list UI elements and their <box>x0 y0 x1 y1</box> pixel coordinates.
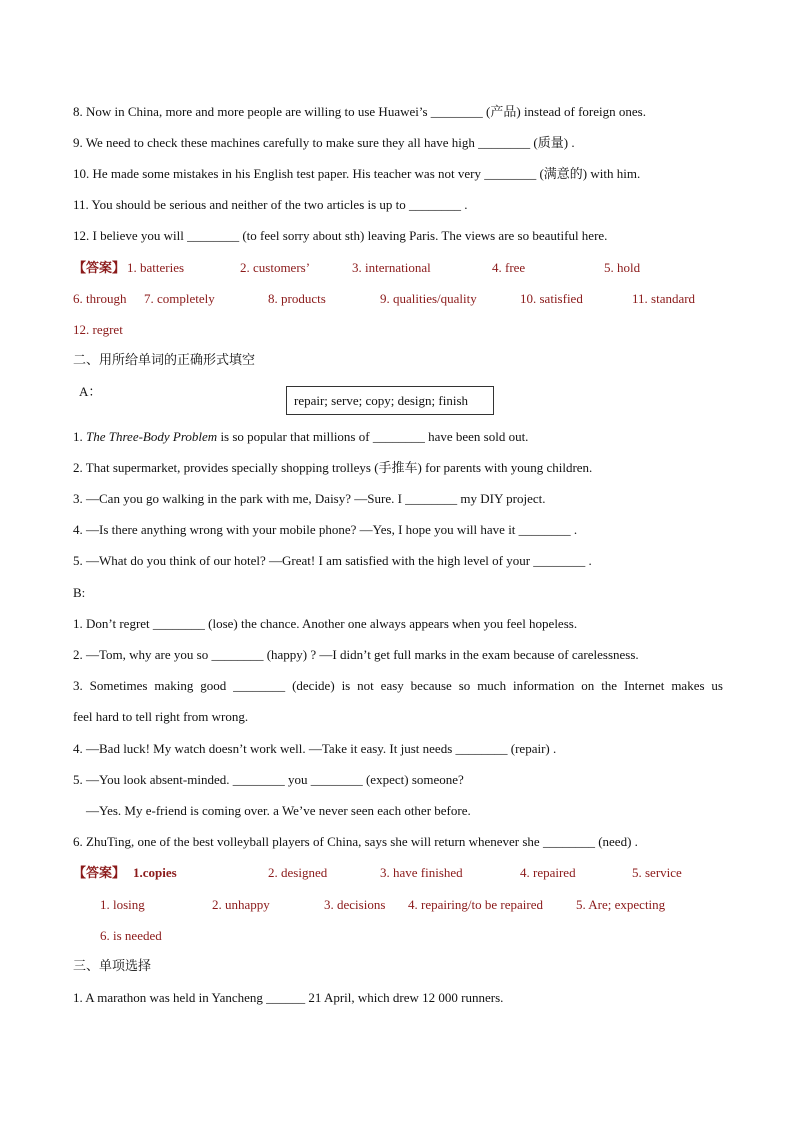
a-question-5: 5. —What do you think of our hotel? —Great! I am satisfied with the high level of your ________ . <box>73 553 592 568</box>
question-9: 9. We need to check these machines carefully to make sure they all have high ________ (质量) . <box>73 135 575 150</box>
answer-item: 4. repairing/to be repaired <box>408 897 543 912</box>
question-8: 8. Now in China, more and more people are willing to use Huawei’s ________ (产品) instead of foreign ones. <box>73 104 646 119</box>
section-heading-3: 三、单项选择 <box>73 959 152 974</box>
answer-item: 3. international <box>352 260 431 275</box>
b-question-4: 4. —Bad luck! My watch doesn’t work well. —Take it easy. It just needs ________ (repair) . <box>73 741 557 756</box>
answer-item: 1. batteries <box>127 260 185 275</box>
answer-item: 8. products <box>268 291 326 306</box>
question-12: 12. I believe you will ________ (to feel sorry about sth) leaving Paris. The views are so beautiful here. <box>73 228 608 243</box>
b-question-3-line-2: feel hard to tell right from wrong. <box>73 709 249 724</box>
a-question-4: 4. —Is there anything wrong with your mobile phone? —Yes, I hope you will have it ________ . <box>73 522 578 537</box>
section-a-label: A： <box>79 384 102 399</box>
answer-item: 3. decisions <box>324 897 386 912</box>
book-title: The Three-Body Problem <box>86 429 218 444</box>
a-question-1 <box>73 429 528 445</box>
answer-item: 1. losing <box>100 897 145 912</box>
b-question-1: 1. Don’t regret ________ (lose) the chance. Another one always appears when you feel hopeless. <box>73 616 578 631</box>
answer-item: 6. through <box>73 291 127 306</box>
mc-question-1: 1. A marathon was held in Yancheng ______ 21 April, which drew 12 000 runners. <box>73 990 504 1005</box>
answer-item: 10. satisfied <box>520 291 583 306</box>
answer-item: 11. standard <box>632 291 696 306</box>
answer-item: 3. have finished <box>380 865 463 880</box>
answer-label: 【答案】 <box>73 260 126 275</box>
section-b-label: B: <box>73 585 86 600</box>
b-question-5-line-1: 5. —You look absent-minded. ________ you ________ (expect) someone? <box>73 772 464 787</box>
question-11: 11. You should be serious and neither of the two articles is up to ________ . <box>73 197 468 212</box>
question-10: 10. He made some mistakes in his English test paper. His teacher was not very ________ (满意的) with him. <box>73 166 641 181</box>
answer-item: 4. repaired <box>520 865 576 880</box>
b-question-5-line-2: —Yes. My e-friend is coming over. a We’ve never seen each other before. <box>86 803 471 818</box>
answer-item: 4. free <box>492 260 526 275</box>
answer-item: 12. regret <box>73 322 123 337</box>
answer-item: 5. hold <box>604 260 641 275</box>
answer-item: 7. completely <box>144 291 215 306</box>
answer-item: 2. designed <box>268 865 328 880</box>
a-question-3: 3. —Can you go walking in the park with me, Daisy? —Sure. I ________ my DIY project. <box>73 491 546 506</box>
b-question-6: 6. ZhuTing, one of the best volleyball players of China, says she will return whenever she ________ (need) . <box>73 834 638 849</box>
answer-item: 2. customers’ <box>240 260 311 275</box>
word-box: repair; serve; copy; design; finish <box>286 386 494 415</box>
b-question-2: 2. —Tom, why are you so ________ (happy) ? —I didn’t get full marks in the exam because of carelessness. <box>73 647 639 662</box>
a-q1-prefix: 1. <box>73 429 86 444</box>
b-question-3-line-1: 3. Sometimes making good ________ (decide) is not easy because so much information on the Internet makes us <box>73 678 723 693</box>
answer-item: 5. Are; expecting <box>576 897 666 912</box>
a-q1-rest: is so popular that millions of ________ have been sold out. <box>217 429 529 444</box>
answer-item: 1.copies <box>133 865 177 880</box>
section-heading-2: 二、用所给单词的正确形式填空 <box>73 353 256 368</box>
answer-label: 【答案】 <box>73 865 126 880</box>
a-question-2: 2. That supermarket, provides specially shopping trolleys (手推车) for parents with young children. <box>73 460 593 475</box>
answer-item: 6. is needed <box>100 928 162 943</box>
answer-item: 5. service <box>632 865 682 880</box>
answer-item: 2. unhappy <box>212 897 270 912</box>
answer-item: 9. qualities/quality <box>380 291 477 306</box>
